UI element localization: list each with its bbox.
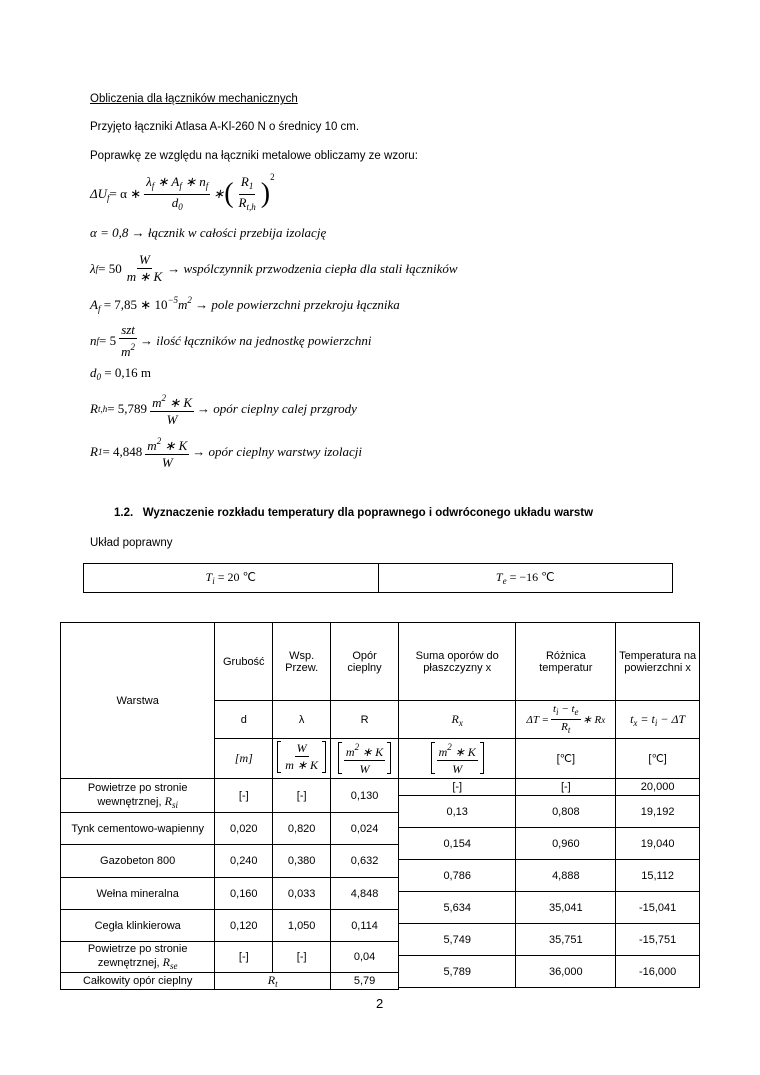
symbol-surface-temp: $t_x = t_i - \Delta T$ [616, 701, 700, 739]
section-title: Obliczenia dla łączników mechanicznych [90, 93, 298, 105]
layers-table [60, 622, 399, 990]
symbol-difference: ΔT = $\frac{t_i - t_e}{R_t}$ ∗ R x [516, 701, 616, 739]
temp-outside: $T_e = -16$ ℃ [378, 564, 673, 593]
unit-surface-temp: [℃] [616, 739, 700, 779]
layout-label: Układ poprawny [90, 537, 173, 549]
table-row: [-] [-] 20,000 [399, 779, 700, 796]
symbol-thickness: d [215, 701, 273, 739]
table-row: 0,154 0,960 19,040 [399, 828, 700, 860]
def-r1: R 1 = 4,848 $\frac{m^2 ∗ K}{W}$ → opór cieplny warstwy izolacji [90, 433, 362, 471]
paragraph-formula-intro: Poprawkę ze względu na łączniki metalowe obliczamy ze wzoru: [90, 150, 418, 162]
planes-table [398, 622, 700, 988]
header-layer: Warstwa [61, 623, 215, 779]
unit-conductivity: $\frac{W}{m ∗ K}$ [273, 739, 331, 779]
header-conductivity: Wsp. Przew. [273, 623, 331, 701]
def-alpha: α = 0,8 → łącznik w całości przebija izolację [90, 225, 327, 240]
main-formula: $\Delta U_f$ = α ∗ $\frac{\lambda_f ∗ A_f ∗ n_f}{d_0}$ ∗ ( $\frac{R_1}{R_{t,h}}$ ) 2 [90, 172, 275, 212]
table-row: 0,13 0,808 19,192 [399, 796, 700, 828]
unit-sum: $\frac{m^2 ∗ K}{W}$ [399, 739, 516, 779]
table-row: Powietrze po stronie wewnętrznej, $R_{si}$ [-] [-] 0,130 [61, 779, 399, 813]
header-sum: Suma oporów do płaszczyzny x [399, 623, 516, 701]
page-number: 2 [376, 996, 384, 1011]
def-area: $A_f = 7,85$ ∗ $10^{-5}m^2$ → pole powierzchni przekroju łącznika [90, 295, 400, 314]
temp-inside: $T_i = 20$ ℃ [84, 564, 379, 593]
table-row: Gazobeton 800 0,240 0,380 0,632 [61, 845, 399, 878]
table-row: Tynk cementowo-wapienny 0,020 0,820 0,024 [61, 813, 399, 845]
header-thickness: Grubość [215, 623, 273, 701]
header-surface-temp: Temperatura na powierzchni x [616, 623, 700, 701]
unit-difference: [℃] [516, 739, 616, 779]
table-row: 5,634 35,041 -15,041 [399, 892, 700, 924]
total-row: Całkowity opór cieplny $R_t$ 5,79 [61, 973, 399, 990]
def-rth: R t,h = 5,789 $\frac{m^2 ∗ K}{W}$ → opór cieplny calej przgrody [90, 390, 357, 428]
paragraph-fasteners: Przyjęto łączniki Atlasa A-Kl-260 N o średnicy 10 cm. [90, 121, 360, 133]
symbol-sum: $R_x$ [399, 701, 516, 739]
unit-thickness: [m] [215, 739, 273, 779]
def-lambda: λ f = 50 $\frac{W}{m ∗ K}$ → wspólczynnik przwodzenia ciepła dla stali łączników [90, 252, 458, 284]
header-difference: Różnica temperatur [516, 623, 616, 701]
def-d0: $d_0 = 0,16$ m [90, 365, 151, 382]
symbol-resistance: R [331, 701, 399, 739]
table-row: Wełna mineralna 0,160 0,033 4,848 [61, 878, 399, 910]
temperatures-table [83, 563, 673, 593]
header-resistance: Opór cieplny [331, 623, 399, 701]
table-row: Cegła klinkierowa 0,120 1,050 0,114 [61, 910, 399, 942]
symbol-conductivity: λ [273, 701, 331, 739]
section-heading: 1.2. Wyznaczenie rozkładu temperatury dla poprawnego i odwróconego układu warstw [114, 507, 594, 519]
table-row: 5,749 35,751 -15,751 [399, 924, 700, 956]
table-row: 0,786 4,888 15,112 [399, 860, 700, 892]
unit-resistance: $\frac{m^2 ∗ K}{W}$ [331, 739, 399, 779]
table-row: Powietrze po stronie zewnętrznej, $R_{se}$ [-] [-] 0,04 [61, 942, 399, 973]
def-count: n f = 5 $\frac{\text{szt}}{m^2}$ → ilość łączników na jednostkę powierzchni [90, 322, 372, 359]
table-row: 5,789 36,000 -16,000 [399, 956, 700, 988]
